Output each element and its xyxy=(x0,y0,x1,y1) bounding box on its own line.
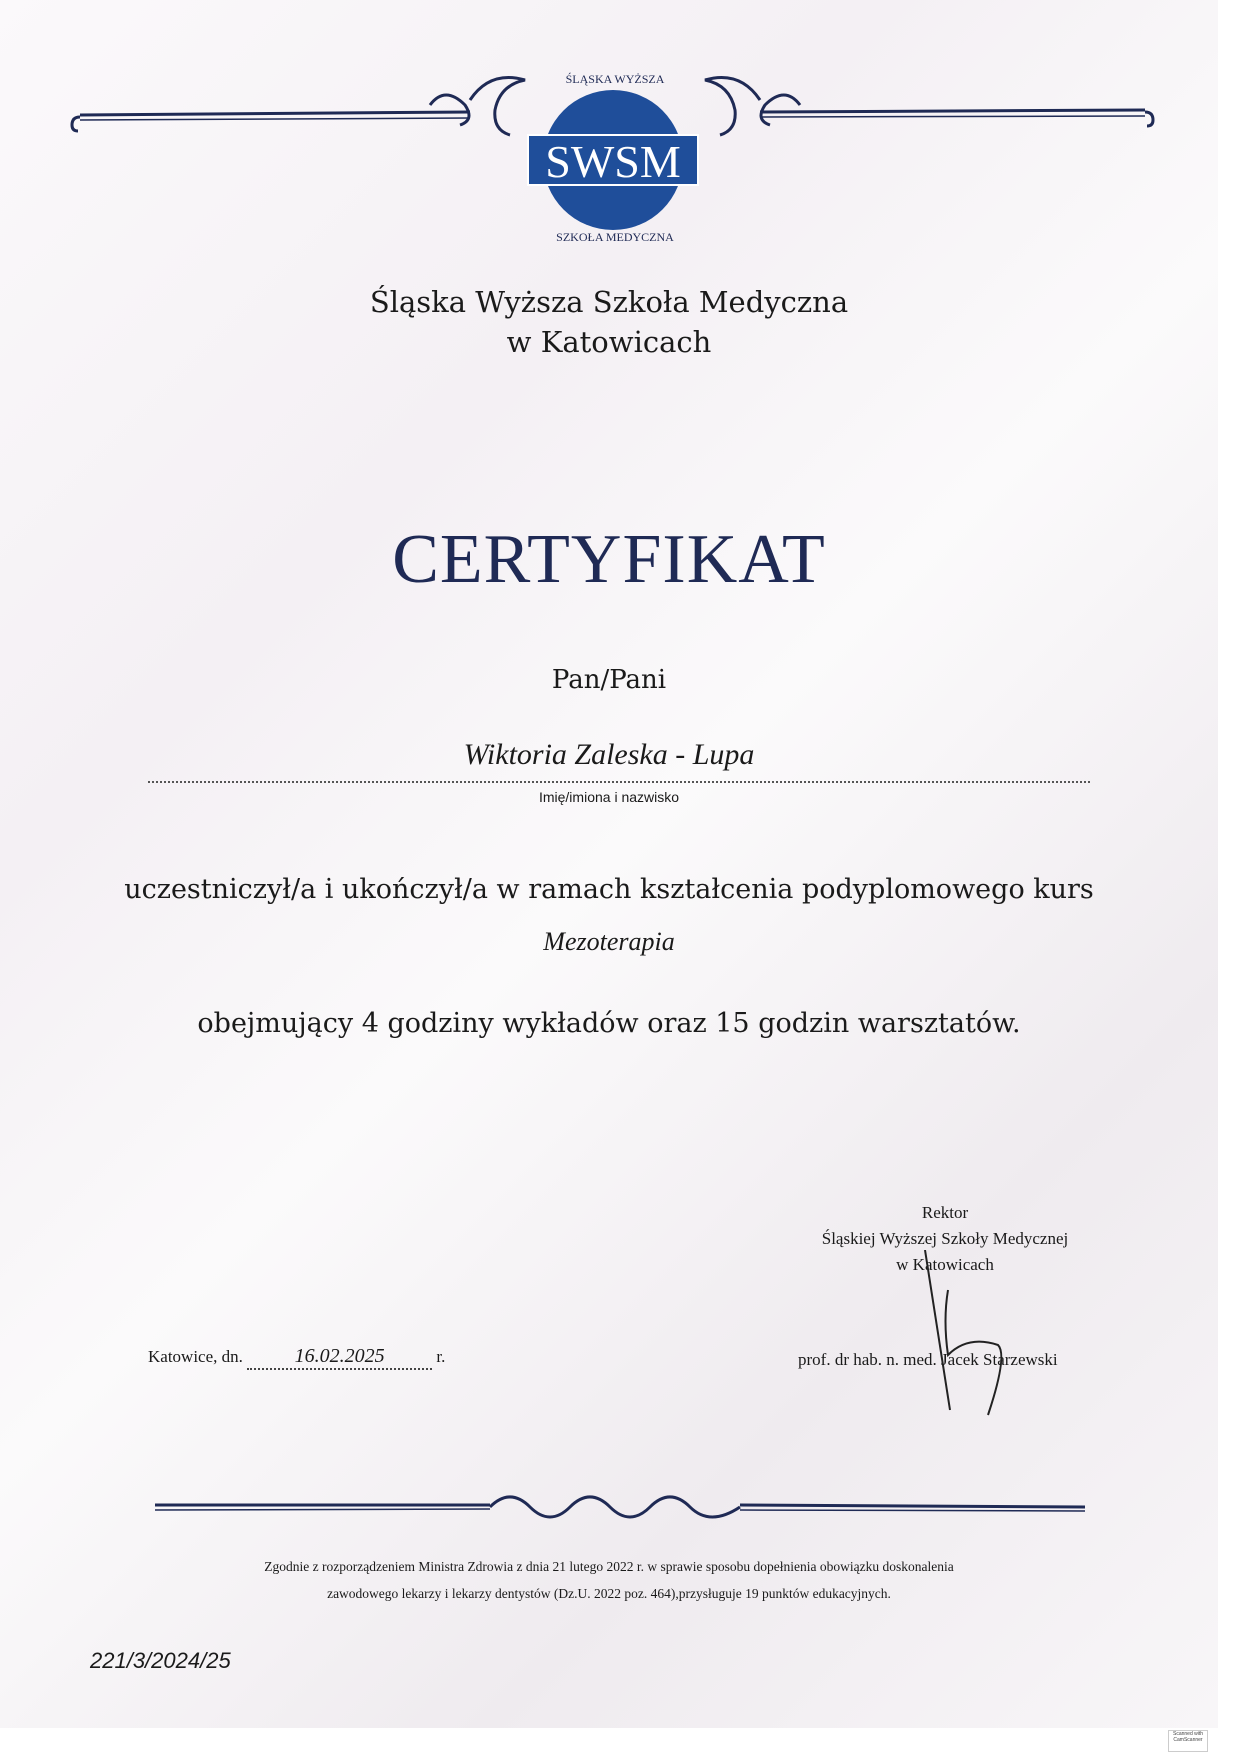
signatory-name: prof. dr hab. n. med. Jacek Starzewski xyxy=(798,1350,1058,1369)
logo-ring-bottom: SZKOŁA MEDYCZNA xyxy=(556,230,674,244)
salutation: Pan/Pani xyxy=(551,665,667,695)
institution-name xyxy=(0,282,1218,362)
date-suffix: r. xyxy=(436,1347,446,1366)
date-value: 16.02.2025 xyxy=(247,1345,432,1370)
logo-ring-top: ŚLĄSKA WYŻSZA xyxy=(565,72,665,86)
name-dotted-line xyxy=(148,781,1090,783)
institution-line2: w Katowicach xyxy=(506,325,712,359)
course-name: Mezoterapia xyxy=(543,927,675,956)
camscanner-badge: Scanned with CamScanner xyxy=(1168,1730,1208,1752)
certificate-title: CERTYFIKAT xyxy=(392,521,826,598)
signatory-org: Śląskiej Wyższej Szkoły Medycznej xyxy=(821,1229,1069,1248)
signatory-city: w Katowicach xyxy=(896,1255,994,1274)
name-field-label: Imię/imiona i nazwisko xyxy=(538,789,680,805)
recipient-name: Wiktoria Zaleska - Lupa xyxy=(463,738,755,771)
body-line1: uczestniczył/a i ukończył/a w ramach kształcenia podyplomowego kurs xyxy=(124,874,1094,905)
footer-line1: Zgodnie z rozporządzeniem Ministra Zdrowia z dnia 21 lutego 2022 r. w sprawie sposobu dopełnienia obowiązku doskonalenia xyxy=(264,1559,954,1574)
issue-date xyxy=(148,1345,445,1370)
handwritten-signature xyxy=(900,1250,1020,1420)
signatory-role: Rektor xyxy=(921,1203,969,1222)
logo-abbr: SWSM xyxy=(545,136,681,187)
footer-line2: zawodowego lekarzy i lekarzy dentystów (Dz.U. 2022 poz. 464),przysługuje 19 punktów edukacyjnych. xyxy=(327,1586,891,1601)
legal-footer xyxy=(0,1553,1218,1607)
institution-line1: Śląska Wyższa Szkoła Medyczna xyxy=(369,285,849,319)
body-line2: obejmujący 4 godziny wykładów oraz 15 godzin warsztatów. xyxy=(197,1008,1021,1039)
reference-number: 221/3/2024/25 xyxy=(90,1648,231,1673)
date-prefix: Katowice, dn. xyxy=(148,1347,243,1366)
bottom-ornament xyxy=(0,1480,1218,1530)
